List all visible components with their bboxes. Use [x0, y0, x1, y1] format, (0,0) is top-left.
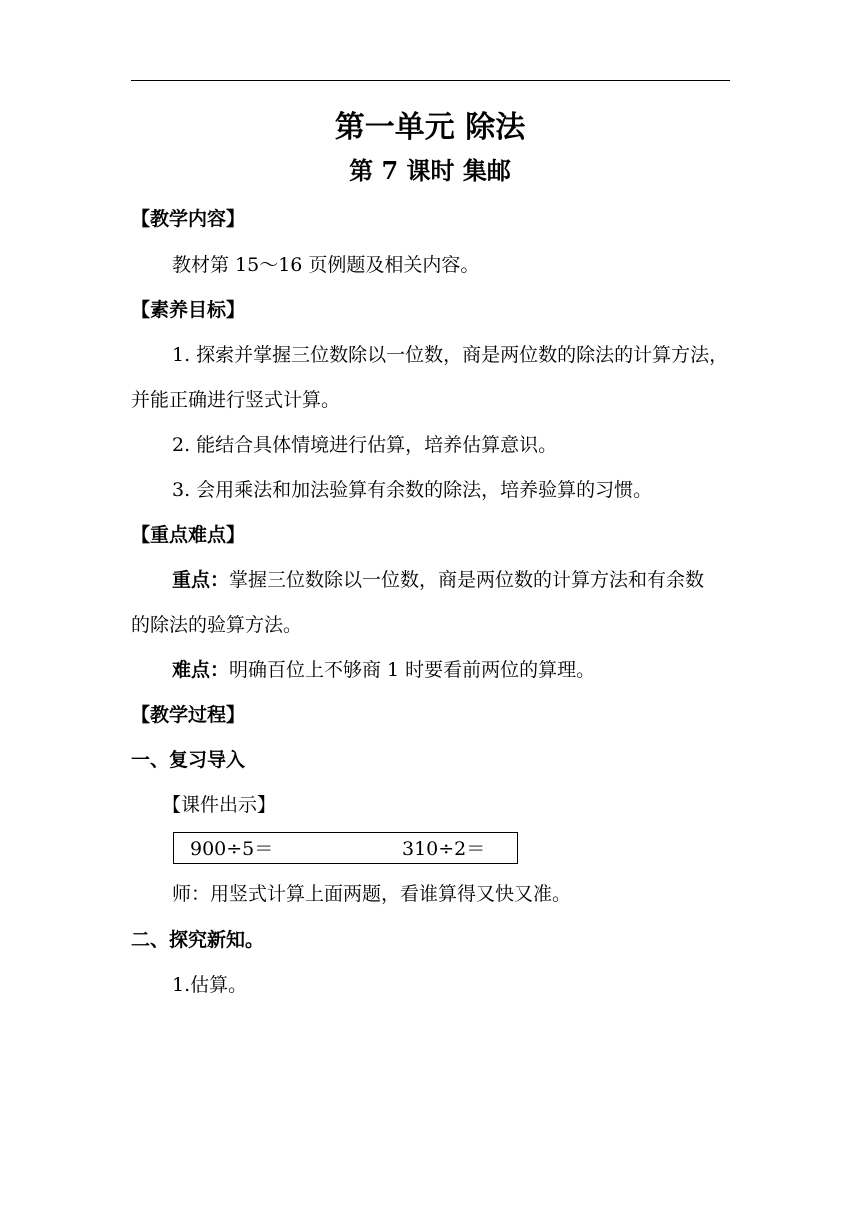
teacher-instruction: 师：用竖式计算上面两题，看谁算得又快又准。 — [172, 883, 572, 905]
key-point-line-1 — [172, 568, 704, 592]
key-text: 掌握三位数除以一位数，商是两位数的计算方法和有余数 — [229, 569, 705, 591]
exercise-box — [173, 832, 518, 864]
exercise-expression-1: 900÷5＝ — [190, 838, 274, 860]
goal-1-line-2: 并能正确进行竖式计算。 — [131, 389, 341, 411]
header-rule — [131, 80, 730, 81]
difficult-label: 难点： — [172, 659, 230, 681]
difficult-text: 明确百位上不够商 1 时要看前两位的算理。 — [229, 659, 596, 681]
process-heading: 【教学过程】 — [131, 704, 246, 726]
content-heading: 【教学内容】 — [131, 208, 246, 230]
goal-1-line-1: 1. 探索并掌握三位数除以一位数，商是两位数的除法的计算方法， — [172, 344, 729, 366]
key-label: 重点： — [172, 569, 230, 591]
unit-title: 第一单元 除法 — [334, 110, 526, 145]
part-2-heading: 二、探究新知。 — [131, 929, 265, 951]
content-text: 教材第 15～16 页例题及相关内容。 — [172, 254, 480, 276]
goals-heading: 【素养目标】 — [131, 299, 246, 321]
goal-2: 2. 能结合具体情境进行估算，培养估算意识。 — [172, 434, 558, 456]
lesson-subtitle: 第 7 课时 集邮 — [349, 156, 511, 185]
key-point-line-2: 的除法的验算方法。 — [131, 614, 303, 636]
courseware-label: 【课件出示】 — [162, 794, 277, 816]
difficult-point — [172, 658, 595, 682]
exercise-expression-2: 310÷2＝ — [402, 838, 486, 860]
estimate-item: 1.估算。 — [172, 974, 248, 996]
goal-3: 3. 会用乘法和加法验算有余数的除法，培养验算的习惯。 — [172, 479, 653, 501]
part-1-heading: 一、复习导入 — [131, 749, 246, 771]
keypoints-heading: 【重点难点】 — [131, 524, 246, 546]
